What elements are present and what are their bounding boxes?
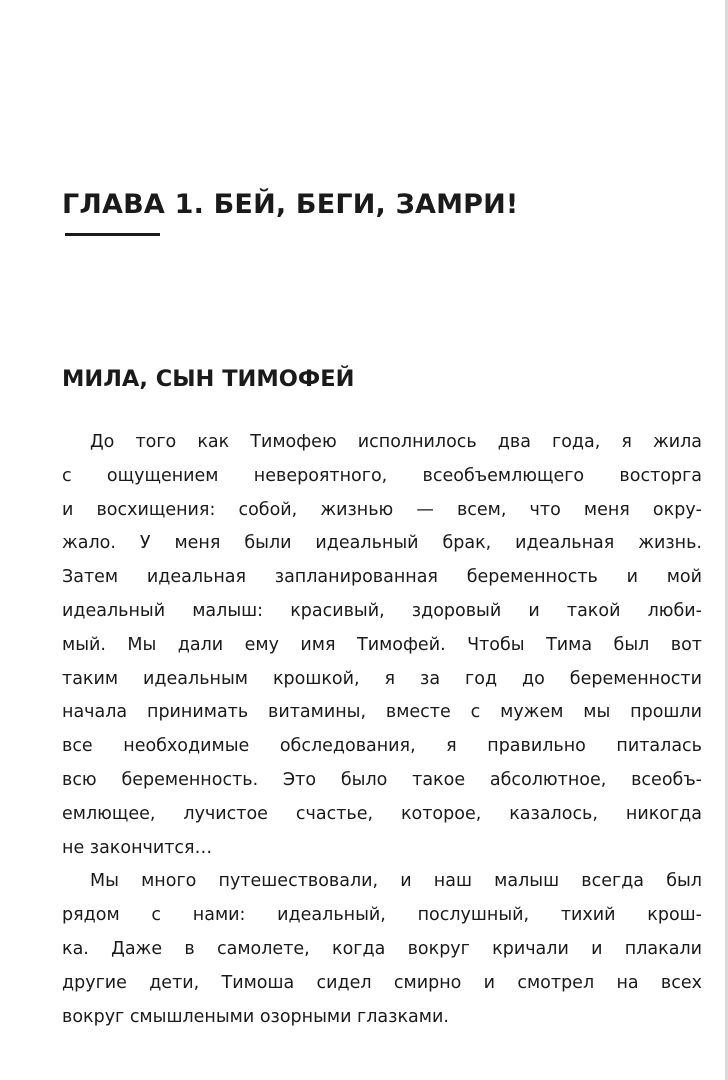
paragraph-line: другие дети, Тимоша сидел смирно и смотрел на всех: [62, 972, 702, 993]
paragraph-line: все необходимые обследования, я правильно питалась: [62, 736, 702, 757]
paragraph-line: идеальный малыш: красивый, здоровый и такой люби-: [62, 600, 702, 621]
paragraph-line: не закончится…: [62, 837, 213, 858]
section-title: МИЛА, СЫН ТИМОФЕЙ: [62, 366, 355, 392]
body-text: [62, 426, 702, 1034]
chapter-title: ГЛАВА 1. БЕЙ, БЕГИ, ЗАМРИ!: [62, 189, 519, 220]
paragraph-line: Мы много путешествовали, и наш малыш всегда был: [90, 871, 702, 892]
paragraph-line: мый. Мы дали ему имя Тимофей. Чтобы Тима был вот: [62, 634, 702, 655]
paragraph-line: емлющее, лучистое счастье, которое, казалось, никогда: [62, 803, 702, 824]
paragraph-line: таким идеальным крошкой, я за год до беременности: [62, 668, 702, 689]
paragraph-line: Затем идеальная запланированная беременность и мой: [62, 567, 702, 588]
paragraph-line: рядом с нами: идеальный, послушный, тихий крош-: [62, 905, 702, 926]
paragraph-line: До того как Тимофею исполнилось два года, я жила: [90, 432, 702, 452]
paragraph-line: ка. Даже в самолете, когда вокруг кричали и плакали: [62, 938, 702, 959]
paragraph-line: жало. У меня были идеальный брак, идеальная жизнь.: [62, 533, 702, 554]
title-underline: [65, 233, 160, 236]
paragraph-line: начала принимать витамины, вместе с мужем мы прошли: [62, 702, 702, 723]
paragraph-line: и восхищения: собой, жизнью — всем, что меня окру-: [62, 499, 702, 520]
paragraph-line: вокруг смышлеными озорными глазками.: [62, 1006, 449, 1027]
paragraph-line: всю беременность. Это было такое абсолютное, всеобъ-: [62, 769, 702, 790]
paragraph-line: с ощущением невероятного, всеобъемлющего восторга: [62, 465, 702, 486]
